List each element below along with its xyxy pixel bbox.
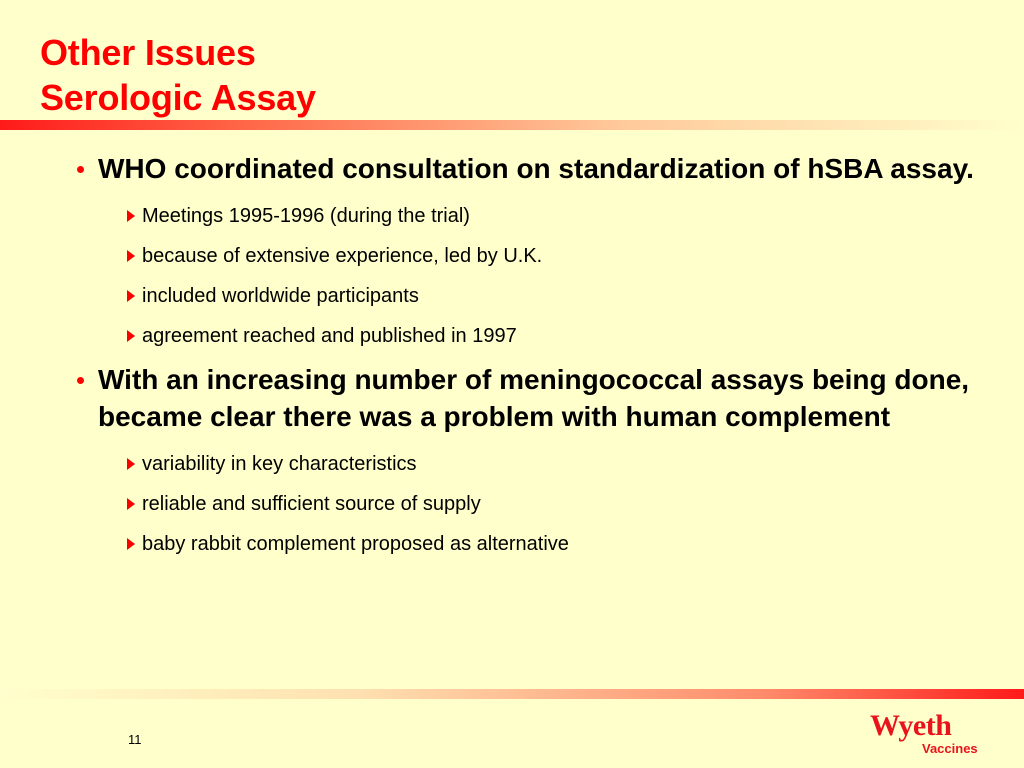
page-number: 11 bbox=[128, 732, 142, 747]
top-divider bbox=[0, 120, 1024, 130]
sub-bullet-text: reliable and sufficient source of supply bbox=[142, 493, 481, 515]
arrow-bullet-icon bbox=[127, 498, 135, 510]
sub-bullet-item bbox=[74, 203, 974, 229]
sub-bullet-item bbox=[74, 283, 974, 309]
sub-bullet-item bbox=[74, 323, 974, 349]
arrow-bullet-icon bbox=[127, 210, 135, 222]
bullet-list bbox=[74, 150, 974, 557]
sub-bullet-item bbox=[74, 243, 974, 269]
arrow-bullet-icon bbox=[127, 250, 135, 262]
bullet-dot-icon bbox=[77, 166, 84, 173]
title-line-1: Other Issues bbox=[40, 32, 256, 73]
arrow-bullet-icon bbox=[127, 290, 135, 302]
bullet-item bbox=[74, 361, 974, 435]
bullet-dot-icon bbox=[77, 377, 84, 384]
bullet-text: WHO coordinated consultation on standardization of hSBA assay. bbox=[98, 153, 974, 184]
bullet-item bbox=[74, 150, 974, 187]
wyeth-vaccines-logo bbox=[870, 708, 980, 758]
sub-bullet-text: agreement reached and published in 1997 bbox=[142, 325, 517, 347]
title-line-2: Serologic Assay bbox=[40, 77, 316, 118]
sub-bullet-item bbox=[74, 491, 974, 517]
sub-bullet-item bbox=[74, 451, 974, 477]
sub-bullet-text: included worldwide participants bbox=[142, 285, 419, 307]
sub-bullet-text: baby rabbit complement proposed as alternative bbox=[142, 533, 569, 555]
sub-bullet-item bbox=[74, 531, 974, 557]
sub-bullet-text: variability in key characteristics bbox=[142, 453, 417, 475]
sub-bullet-text: because of extensive experience, led by U.K. bbox=[142, 245, 543, 267]
logo-division: Vaccines bbox=[922, 741, 978, 756]
bottom-divider bbox=[0, 689, 1024, 699]
arrow-bullet-icon bbox=[127, 330, 135, 342]
sub-bullet-text: Meetings 1995-1996 (during the trial) bbox=[142, 205, 470, 227]
arrow-bullet-icon bbox=[127, 538, 135, 550]
arrow-bullet-icon bbox=[127, 458, 135, 470]
logo-brand: Wyeth bbox=[870, 709, 952, 742]
slide-title bbox=[40, 30, 316, 120]
bullet-text: With an increasing number of meningococcal assays being done, became clear there was a problem with human complement bbox=[98, 364, 970, 432]
